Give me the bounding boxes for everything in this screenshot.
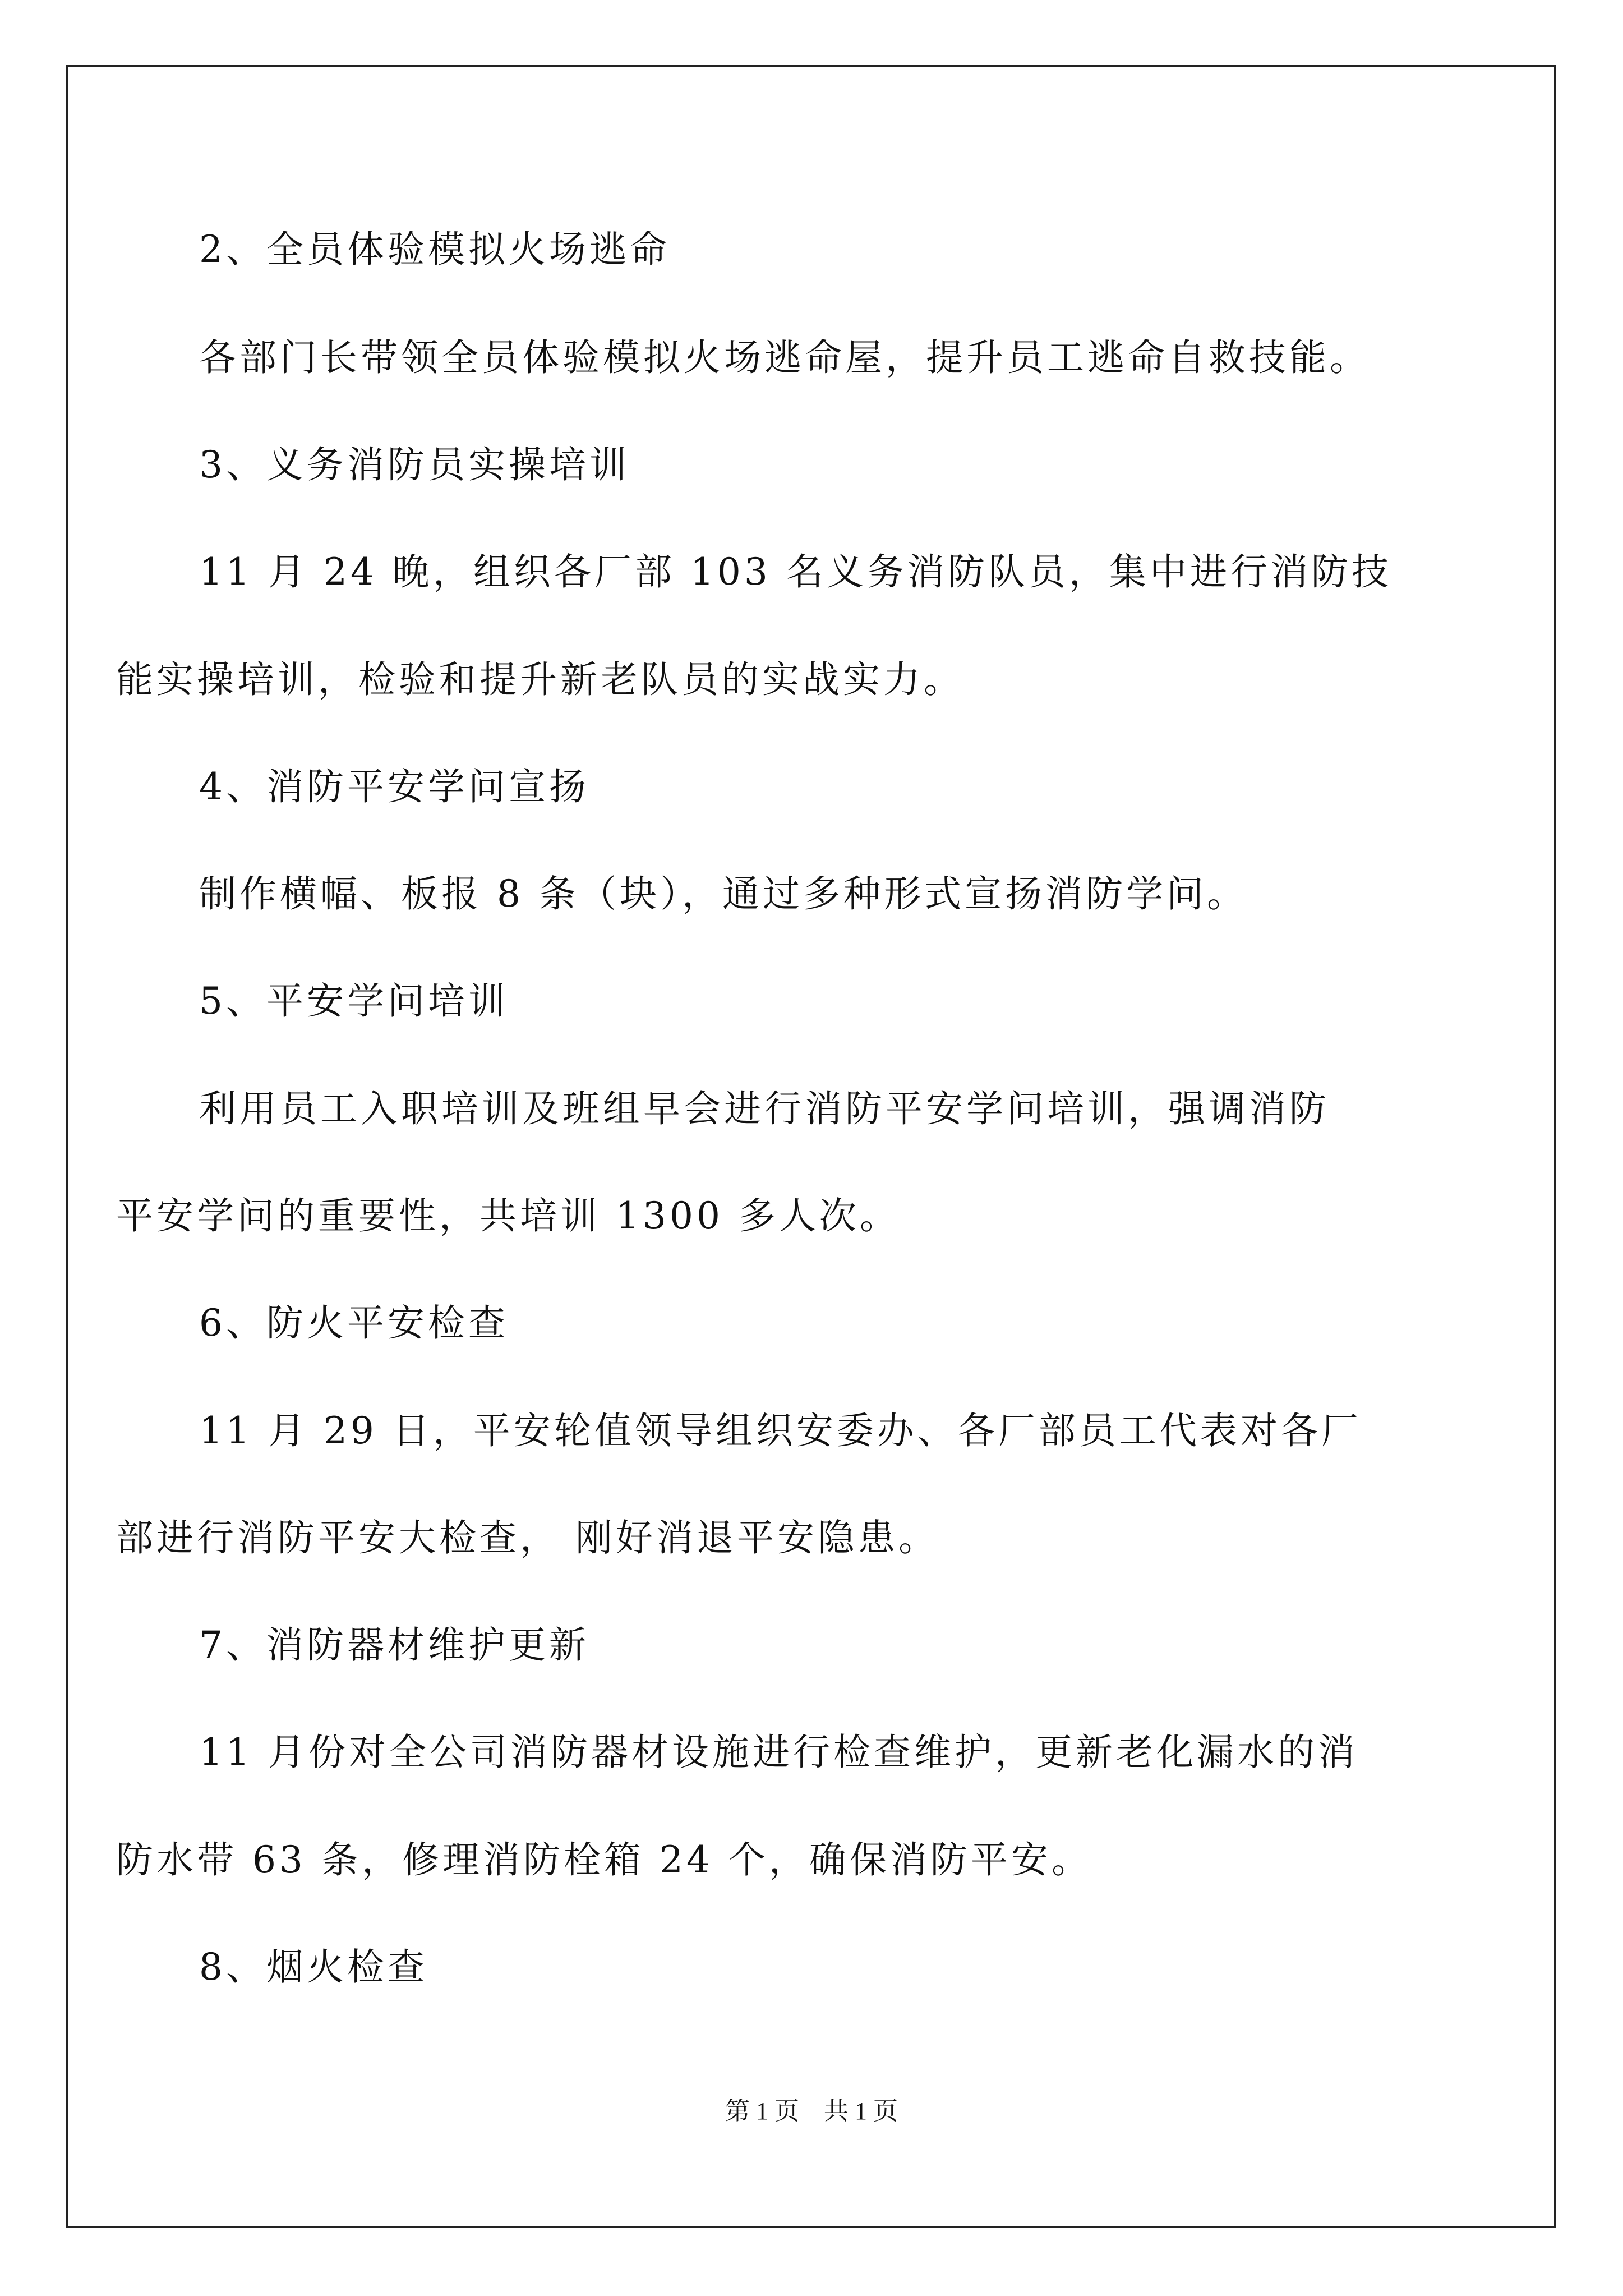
paragraph-line: 制作横幅、板报 8 条（块），通过多种形式宣扬消防学问。 xyxy=(199,872,1247,915)
paragraph-line: 11 月 29 日，平安轮值领导组织安委办、各厂部员工代表对各厂 xyxy=(199,1409,1362,1452)
paragraph-line: 防水带 63 条，修理消防栓箱 24 个，确保消防平安。 xyxy=(116,1838,1092,1881)
paragraph-line: 平安学问的重要性，共培训 1300 多人次。 xyxy=(116,1194,900,1237)
heading-4: 4、消防平安学问宣扬 xyxy=(199,765,589,808)
paragraph-line: 部进行消防平安大检查， 刚好消退平安隐患。 xyxy=(116,1516,939,1559)
heading-8: 8、烟火检查 xyxy=(199,1945,428,1989)
heading-2: 2、全员体验模拟火场逃命 xyxy=(199,228,670,271)
page-border xyxy=(66,65,1556,2228)
heading-6: 6、防火平安检查 xyxy=(199,1301,509,1345)
paragraph-line: 各部门长带领全员体验模拟火场逃命屋，提升员工逃命自救技能。 xyxy=(199,336,1370,379)
heading-5: 5、平安学问培训 xyxy=(199,979,509,1023)
heading-3: 3、义务消防员实操培训 xyxy=(199,443,630,486)
paragraph-line: 11 月份对全公司消防器材设施进行检查维护，更新老化漏水的消 xyxy=(199,1731,1358,1774)
paragraph-line: 能实操培训，检验和提升新老队员的实战实力。 xyxy=(116,658,964,701)
paragraph-line: 11 月 24 晚，组织各厂部 103 名义务消防队员，集中进行消防技 xyxy=(199,550,1392,593)
page-footer: 第 1 页 共 1 页 xyxy=(725,2097,898,2125)
heading-7: 7、消防器材维护更新 xyxy=(199,1623,589,1667)
paragraph-line: 利用员工入职培训及班组早会进行消防平安学问培训，强调消防 xyxy=(199,1087,1330,1130)
